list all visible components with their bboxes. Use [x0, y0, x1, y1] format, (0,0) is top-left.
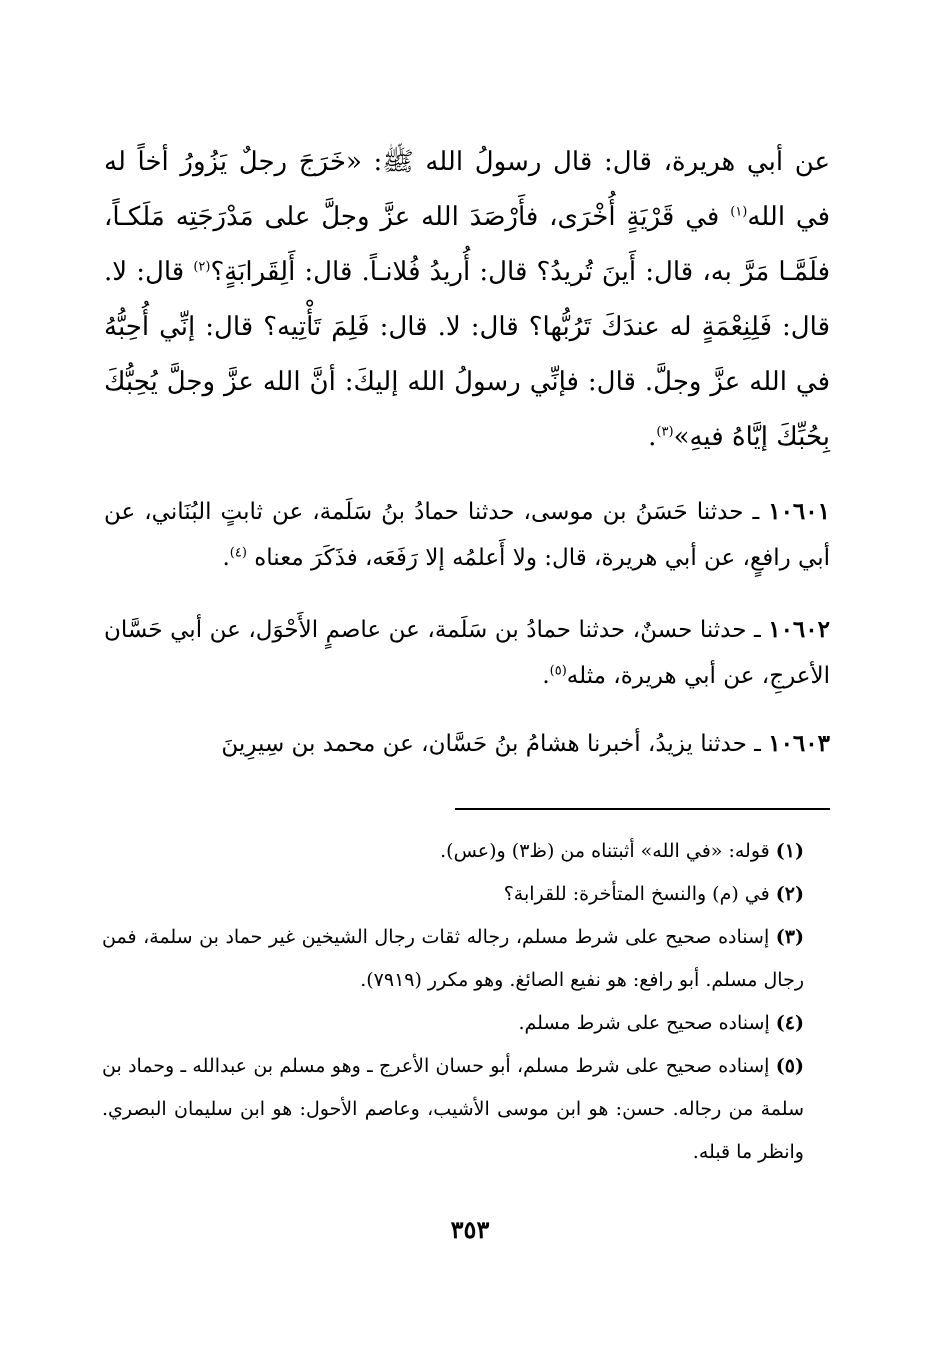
- footnote-text: إسناده صحيح على شرط مسلم.: [518, 1012, 776, 1034]
- footnote-2: [102, 873, 832, 916]
- hadith-10602: [104, 607, 830, 699]
- footnote-3: [102, 916, 832, 1002]
- hadith-text: ـ حدثنا حسنٌ، حدثنا حمادُ بن سَلَمة، عن عاصمٍ الأَحْوَل، عن أبي حَسَّان الأعرجِ، عن أبي هريرة، مثله: [104, 617, 830, 689]
- hadith-number: ١٠٦٠١: [768, 498, 830, 525]
- intro-line-1: عن أبي هريرة، قال: قال رسولُ الله ﷺ: «خَرَجَ رجلٌ يَزُورُ: [180, 147, 831, 177]
- intro-line-2b: في قَرْيَةٍ أُخْرَى، فأَرْصَدَ الله عزَّ وجلَّ على مَدْرَجَتِه: [175, 202, 731, 232]
- intro-line-3: مَلَكـاً، فلَمَّـا مَرَّ به، قال: أَينَ تُريدُ؟ قال: أُريدُ فُلانـاً. قال:: [104, 202, 830, 287]
- intro-line-2: أخاً له في الله: [104, 147, 830, 232]
- intro-line-6: إليكَ: أنَّ الله عزَّ وجلَّ يُحِبُّكَ بِحُبِّكَ إيَّاهُ فيهِ»: [104, 367, 830, 452]
- hadith-text: ـ حدثنا حَسَنُ بن موسى، حدثنا حمادُ بنُ سَلَمة، عن ثابتٍ البُنَاني، عن أبي رافعٍ، عن أبي هريرة، قال: ولا أَعلمُه إلا رَفَعَه، فذَكَرَ معناه: [104, 499, 830, 571]
- footnote-marker: (٥): [775, 1055, 804, 1077]
- intro-end: .: [648, 422, 657, 452]
- footnote-4: [102, 1002, 832, 1045]
- footnote-marker: (١): [775, 840, 804, 862]
- page-number: ٣٥٣: [450, 1215, 490, 1244]
- intro-line-4: أَلِقَرابَةٍ؟: [210, 257, 296, 287]
- footnote-text: إسناده صحيح على شرط مسلم، رجاله ثقات رجال الشيخين غير حماد بن سلمة، فمن رجال مسلم. أبو رافع: هو نفيع الصائغ. وهو مكرر (٧٩١٩).: [102, 926, 804, 991]
- footnotes: [102, 830, 832, 1174]
- intro-line-5: فَلِمَ تَأْتِيه؟ قال: إنِّي أُحِبُّهُ في الله عزَّ وجلَّ. قال: فإنِّي رسولُ الله: [104, 312, 831, 397]
- footnote-marker: (٢): [775, 883, 804, 905]
- hadith-intro-paragraph: [104, 135, 830, 465]
- hadith-end: .: [222, 545, 230, 571]
- main-text: [104, 135, 830, 767]
- footnote-ref-1: (١): [730, 204, 748, 220]
- footnote-marker: (٣): [775, 926, 804, 948]
- footnote-text: قوله: «في الله» أثبتناه من (ظ٣) و(عس).: [440, 840, 776, 862]
- footnote-1: [102, 830, 832, 873]
- footnote-ref-5: (٥): [549, 663, 567, 679]
- intro-line-4b: قال: لا. قال: فَلِنِعْمَةٍ له عندَكَ تَرُبُّها؟ قال: لا. قال:: [104, 257, 831, 342]
- hadith-number: ١٠٦٠٣: [768, 730, 830, 757]
- footnote-text: إسناده صحيح على شرط مسلم، أبو حسان الأعرج ـ وهو مسلم بن عبدالله ـ وحماد بن سلمة من رجاله. حسن: هو ابن موسى الأشيب، وعاصم الأحول: هو ابن سليمان البصري. وانظر ما قبله.: [102, 1055, 804, 1163]
- footnote-5: [102, 1045, 832, 1174]
- footnote-ref-2: (٢): [193, 259, 211, 275]
- footnote-marker: (٤): [775, 1012, 804, 1034]
- hadith-10603: [104, 721, 830, 767]
- footnote-divider: [455, 808, 830, 810]
- hadith-10601: [104, 489, 830, 581]
- hadith-end: .: [542, 663, 550, 689]
- footnote-ref-4: (٤): [229, 545, 247, 561]
- hadith-number: ١٠٦٠٢: [768, 616, 830, 643]
- footnote-text: في (م) والنسخ المتأخرة: للقرابة؟: [503, 883, 776, 905]
- footnote-ref-3: (٣): [656, 424, 674, 440]
- hadith-text: ـ حدثنا يزيدُ، أخبرنا هشامُ بنُ حَسَّان، عن محمد بن سِيرِينَ: [221, 731, 769, 757]
